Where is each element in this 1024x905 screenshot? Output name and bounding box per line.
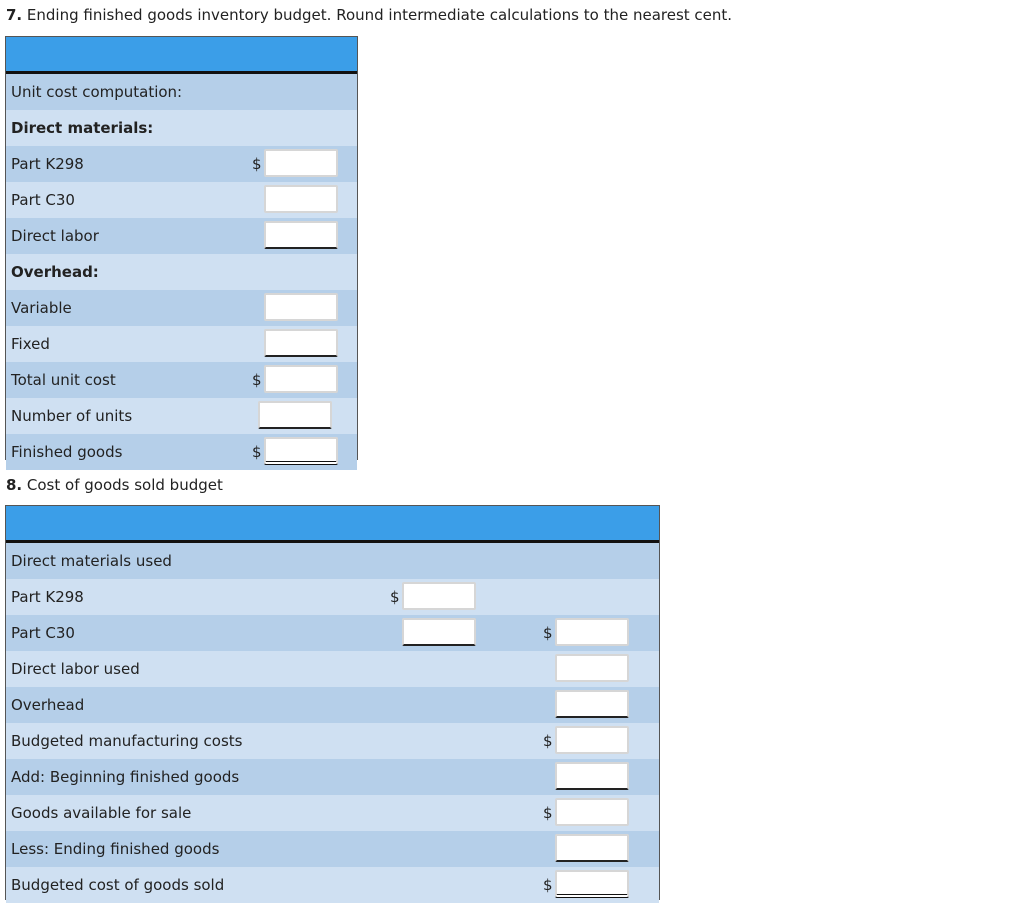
direct-labor-unit-cost-input[interactable] (264, 221, 338, 249)
row-label: Budgeted cost of goods sold (11, 876, 225, 894)
table-row (6, 218, 357, 254)
row-label: Part K298 (11, 588, 84, 606)
section-8-title: Cost of goods sold budget (22, 476, 223, 494)
dollar-sign: $ (390, 588, 400, 606)
budgeted-manufacturing-costs-input[interactable] (555, 726, 629, 754)
ending-finished-goods-input[interactable] (555, 834, 629, 862)
row-label: Part C30 (11, 624, 75, 642)
table-row (6, 831, 659, 867)
dollar-sign: $ (252, 371, 262, 389)
section-7-heading (6, 6, 732, 24)
row-label: Direct materials: (11, 119, 154, 137)
row-label: Add: Beginning finished goods (11, 768, 240, 786)
row-label: Overhead (11, 696, 85, 714)
row-label: Direct labor used (11, 660, 140, 678)
table-row (6, 687, 659, 723)
table-row (6, 579, 659, 615)
table-row (6, 254, 357, 290)
table-row (6, 795, 659, 831)
table-row (6, 867, 659, 903)
direct-materials-used-total-input[interactable] (555, 618, 629, 646)
dollar-sign: $ (543, 876, 553, 894)
number-of-units-input[interactable] (258, 401, 332, 429)
row-label: Part C30 (11, 191, 75, 209)
table-row (6, 110, 357, 146)
dollar-sign: $ (543, 804, 553, 822)
part-c30-unit-cost-input[interactable] (264, 185, 338, 213)
table-row (6, 362, 357, 398)
table-header-bar (6, 37, 357, 74)
table-row (6, 543, 659, 579)
table-row (6, 74, 357, 110)
part-k298-unit-cost-input[interactable] (264, 149, 338, 177)
part-c30-used-input[interactable] (402, 618, 476, 646)
table-header-bar (6, 506, 659, 543)
variable-overhead-input[interactable] (264, 293, 338, 321)
overhead-input[interactable] (555, 690, 629, 718)
row-label: Fixed (11, 335, 50, 353)
row-label: Unit cost computation: (11, 83, 183, 101)
finished-goods-input[interactable] (264, 437, 338, 465)
table-row (6, 182, 357, 218)
section-8-heading (6, 476, 223, 494)
row-label: Less: Ending finished goods (11, 840, 220, 858)
beginning-finished-goods-input[interactable] (555, 762, 629, 790)
row-label: Number of units (11, 407, 133, 425)
table-row (6, 434, 357, 470)
table-row (6, 326, 357, 362)
table-row (6, 290, 357, 326)
dollar-sign: $ (252, 155, 262, 173)
row-label: Direct labor (11, 227, 99, 245)
direct-labor-used-input[interactable] (555, 654, 629, 682)
row-label: Total unit cost (11, 371, 116, 389)
row-label: Finished goods (11, 443, 123, 461)
finished-goods-inventory-table (5, 36, 358, 460)
part-k298-used-input[interactable] (402, 582, 476, 610)
dollar-sign: $ (543, 732, 553, 750)
section-8-number: 8. (6, 476, 23, 494)
row-label: Goods available for sale (11, 804, 192, 822)
section-7-number: 7. (6, 6, 23, 24)
table-row (6, 723, 659, 759)
section-7-title: Ending finished goods inventory budget. Round intermediate calculations to the nearest cent. (22, 6, 733, 24)
row-label: Overhead: (11, 263, 99, 281)
dollar-sign: $ (252, 443, 262, 461)
total-unit-cost-input[interactable] (264, 365, 338, 393)
fixed-overhead-input[interactable] (264, 329, 338, 357)
row-label: Part K298 (11, 155, 84, 173)
table-row (6, 759, 659, 795)
row-label: Budgeted manufacturing costs (11, 732, 243, 750)
cost-of-goods-sold-table (5, 505, 660, 900)
dollar-sign: $ (543, 624, 553, 642)
table-row (6, 651, 659, 687)
table-row (6, 615, 659, 651)
goods-available-for-sale-input[interactable] (555, 798, 629, 826)
budgeted-cost-of-goods-sold-input[interactable] (555, 870, 629, 898)
row-label: Direct materials used (11, 552, 172, 570)
table-row (6, 146, 357, 182)
row-label: Variable (11, 299, 72, 317)
table-row (6, 398, 357, 434)
